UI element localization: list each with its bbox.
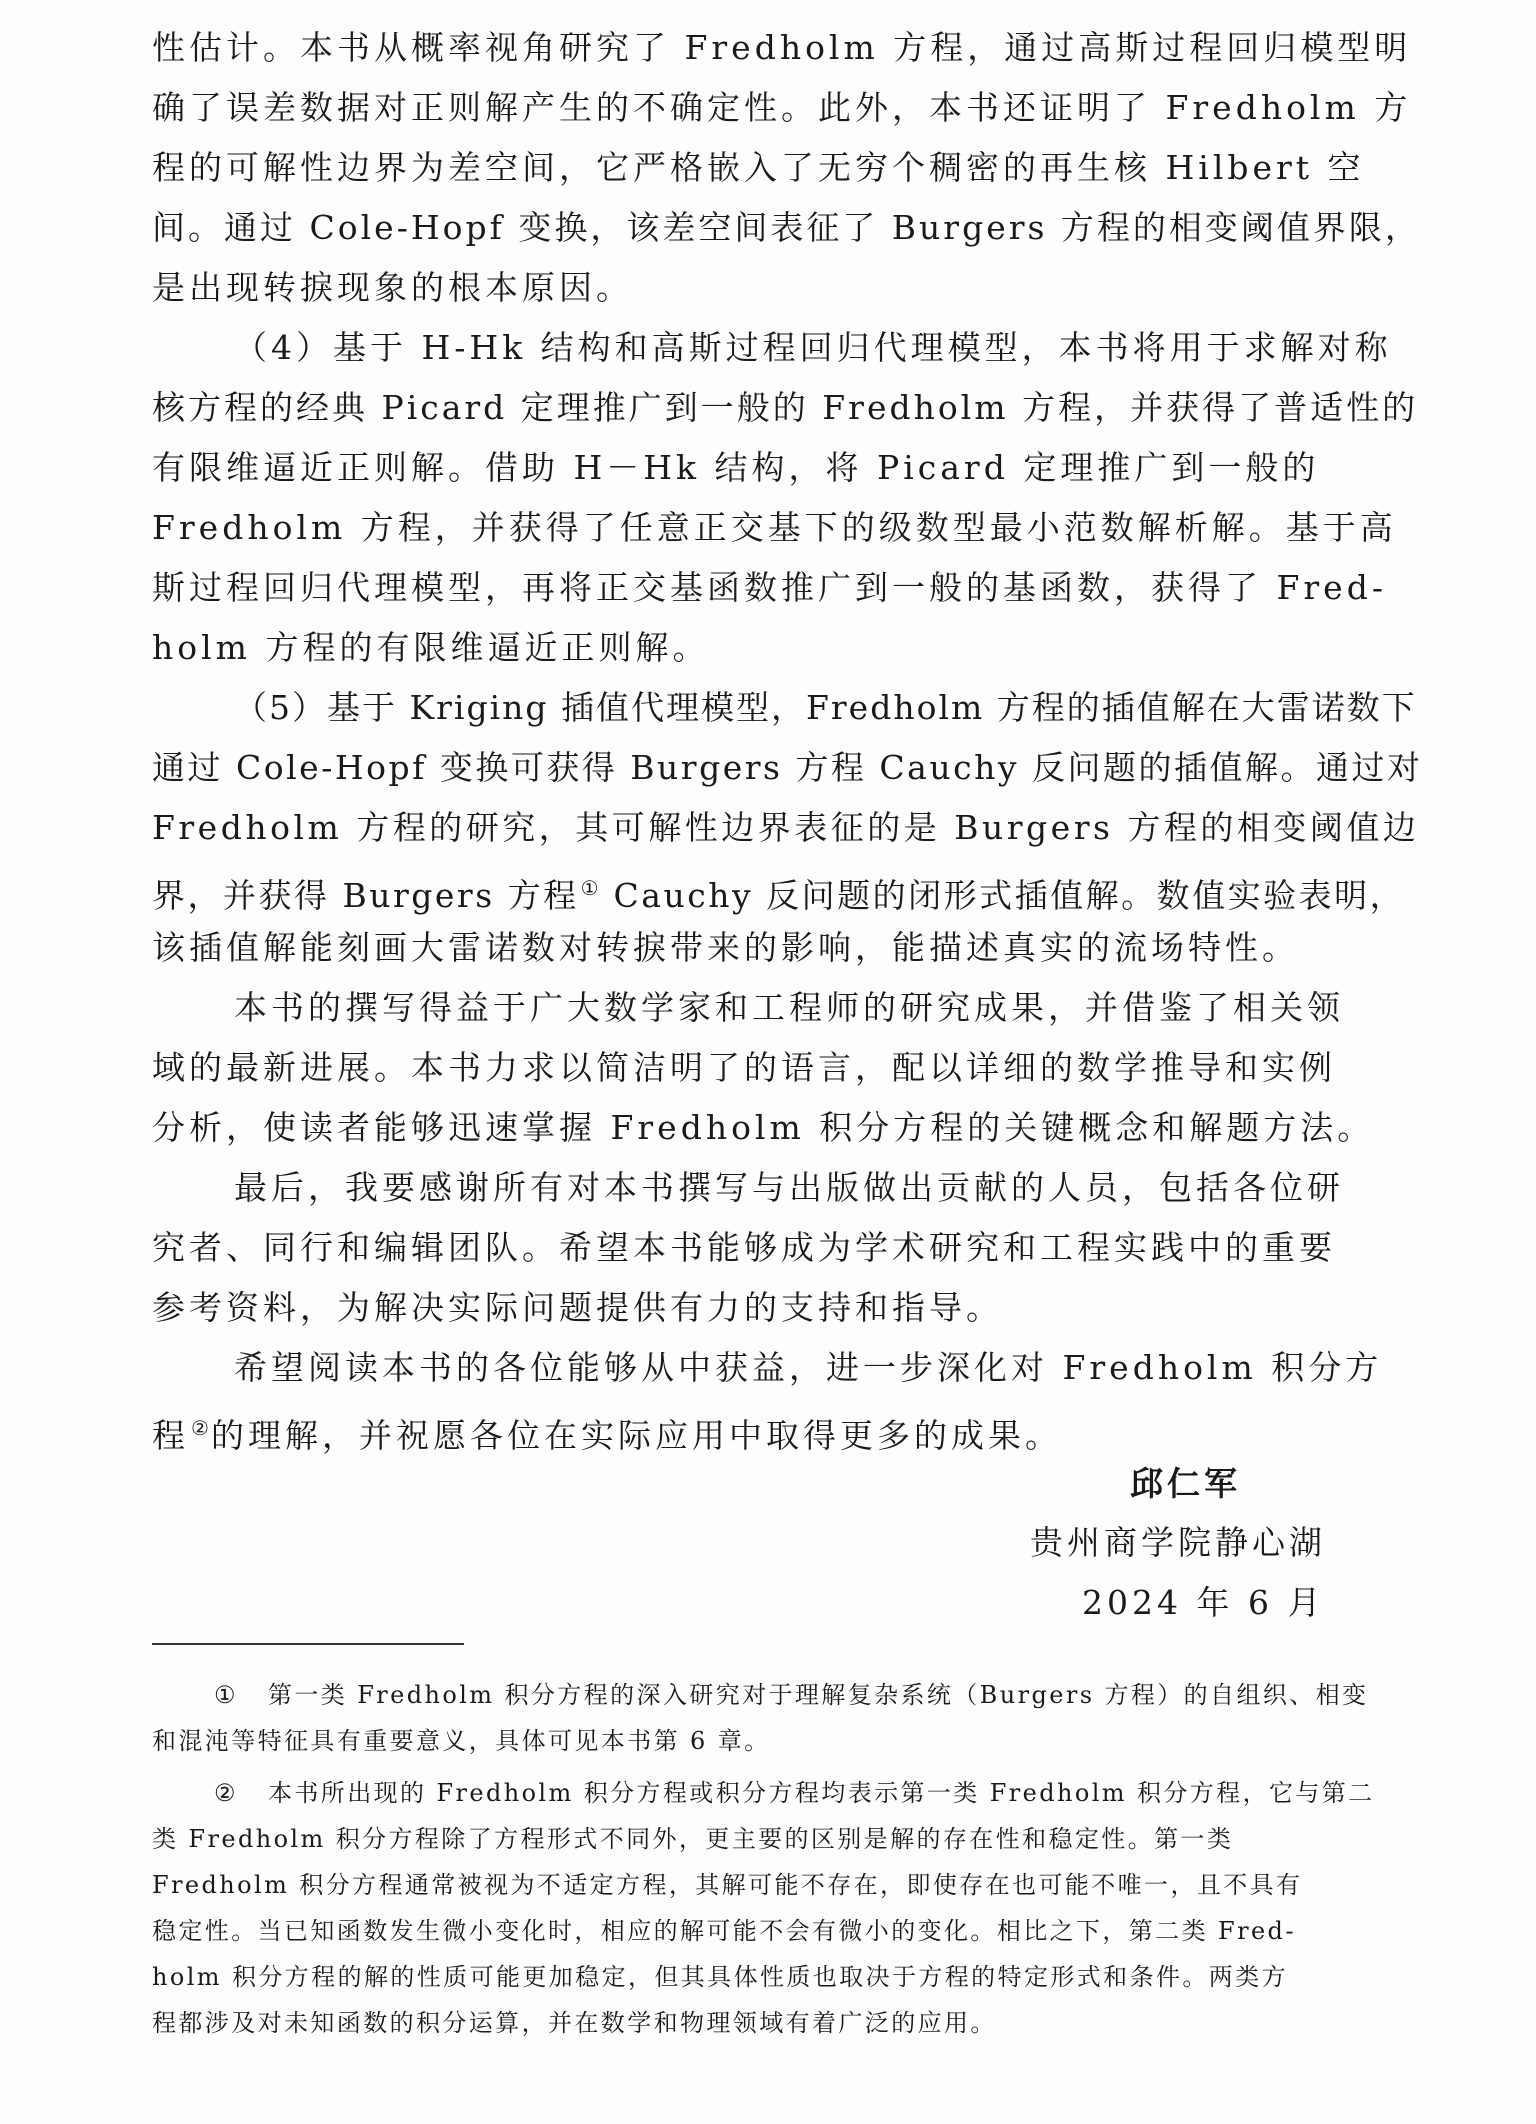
- text-line: 间。通过 Cole-Hopf 变换，该差空间表征了 Burgers 方程的相变阈值界限，: [152, 208, 1421, 247]
- footnote-1-line: 和混沌等特征具有重要意义，具体可见本书第 6 章。: [152, 1727, 771, 1755]
- text-line: [152, 858, 1422, 918]
- footnote-ref-2[interactable]: ②: [191, 1416, 209, 1440]
- text-line: Fredholm 方程，并获得了任意正交基下的级数型最小范数解析解。基于高: [152, 508, 1397, 547]
- text-segment: 程: [152, 1416, 189, 1455]
- footnote-2-line: Fredholm 积分方程通常被视为不适定方程，其解可能不存在，即使存在也可能不唯一，且不具有: [152, 1871, 1303, 1899]
- text-line: 希望阅读本书的各位能够从中获益，进一步深化对 Fredholm 积分方: [234, 1348, 1383, 1387]
- author-name: 邱仁军: [1130, 1464, 1241, 1503]
- footnote-text: 本书所出现的 Fredholm 积分方程或积分方程均表示第一类 Fredholm 积分方程，它与第二: [268, 1779, 1375, 1807]
- signature-date: 2024 年 6 月: [1082, 1583, 1325, 1622]
- footnote-1-line: [152, 1672, 1422, 1718]
- footnote-marker: ①: [214, 1681, 238, 1709]
- footnote-divider: [152, 1643, 464, 1645]
- text-line: holm 方程的有限维逼近正则解。: [152, 628, 710, 667]
- text-line: [152, 1398, 1422, 1458]
- text-line: 程的可解性边界为差空间，它严格嵌入了无穷个稠密的再生核 Hilbert 空: [152, 148, 1365, 187]
- footnote-2-line: 类 Fredholm 积分方程除了方程形式不同外，更主要的区别是解的存在性和稳定性。第一类: [152, 1825, 1234, 1853]
- text-line: 本书的撰写得益于广大数学家和工程师的研究成果，并借鉴了相关领: [234, 988, 1344, 1027]
- footnote-2-line: holm 积分方程的解的性质可能更加稳定，但其具体性质也取决于方程的特定形式和条件。两类方: [152, 1963, 1288, 1991]
- text-line: 性估计。本书从概率视角研究了 Fredholm 方程，通过高斯过程回归模型明: [152, 28, 1412, 67]
- footnote-ref-1[interactable]: ①: [580, 876, 599, 900]
- text-line: （4）基于 H-Hk 结构和高斯过程回归代理模型，本书将用于求解对称: [234, 328, 1392, 367]
- text-line: （5）基于 Kriging 插值代理模型，Fredholm 方程的插值解在大雷诺数下: [234, 688, 1417, 727]
- text-line: 该插值解能刻画大雷诺数对转捩带来的影响，能描述真实的流场特性。: [152, 928, 1299, 967]
- text-line: 核方程的经典 Picard 定理推广到一般的 Fredholm 方程，并获得了普适性的: [152, 388, 1419, 427]
- text-segment: 的理解，并祝愿各位在实际应用中取得更多的成果。: [210, 1416, 1062, 1455]
- footnote-2-line: 程都涉及对未知函数的积分运算，并在数学和物理领域有着广泛的应用。: [152, 2009, 997, 2037]
- text-line: 是出现转捩现象的根本原因。: [152, 268, 633, 307]
- signature-place: 贵州商学院静心湖: [1030, 1523, 1326, 1562]
- text-line: 域的最新进展。本书力求以简洁明了的语言，配以详细的数学推导和实例: [152, 1048, 1336, 1087]
- text-line: 确了误差数据对正则解产生的不确定性。此外，本书还证明了 Fredholm 方: [152, 88, 1412, 127]
- text-line: 究者、同行和编辑团队。希望本书能够成为学术研究和工程实践中的重要: [152, 1228, 1336, 1267]
- text-segment: Cauchy 反问题的闭形式插值解。数值实验表明，: [600, 876, 1406, 915]
- footnote-2-line: [152, 1770, 1422, 1816]
- text-line: 斯过程回归代理模型，再将正交基函数推广到一般的基函数，获得了 Fred-: [152, 568, 1387, 607]
- text-line: 分析，使读者能够迅速掌握 Fredholm 积分方程的关键概念和解题方法。: [152, 1108, 1375, 1147]
- footnote-marker: ②: [214, 1779, 238, 1807]
- text-line: Fredholm 方程的研究，其可解性边界表征的是 Burgers 方程的相变阈值边: [152, 808, 1420, 847]
- text-line: 有限维逼近正则解。借助 H－Hk 结构，将 Picard 定理推广到一般的: [152, 448, 1320, 487]
- text-line: 通过 Cole-Hopf 变换可获得 Burgers 方程 Cauchy 反问题的插值解。通过对: [152, 748, 1423, 787]
- footnote-2-line: 稳定性。当已知函数发生微小变化时，相应的解可能不会有微小的变化。相比之下，第二类 Fred-: [152, 1917, 1296, 1945]
- text-segment: 界，并获得 Burgers 方程: [152, 876, 579, 915]
- text-line: 最后，我要感谢所有对本书撰写与出版做出贡献的人员，包括各位研: [234, 1168, 1344, 1207]
- preface-body: [152, 18, 1422, 1458]
- footnote-text: 第一类 Fredholm 积分方程的深入研究对于理解复杂系统（Burgers 方程）的自组织、相变: [268, 1681, 1369, 1709]
- text-line: 参考资料，为解决实际问题提供有力的支持和指导。: [152, 1288, 1003, 1327]
- footnotes: [152, 1672, 1422, 2046]
